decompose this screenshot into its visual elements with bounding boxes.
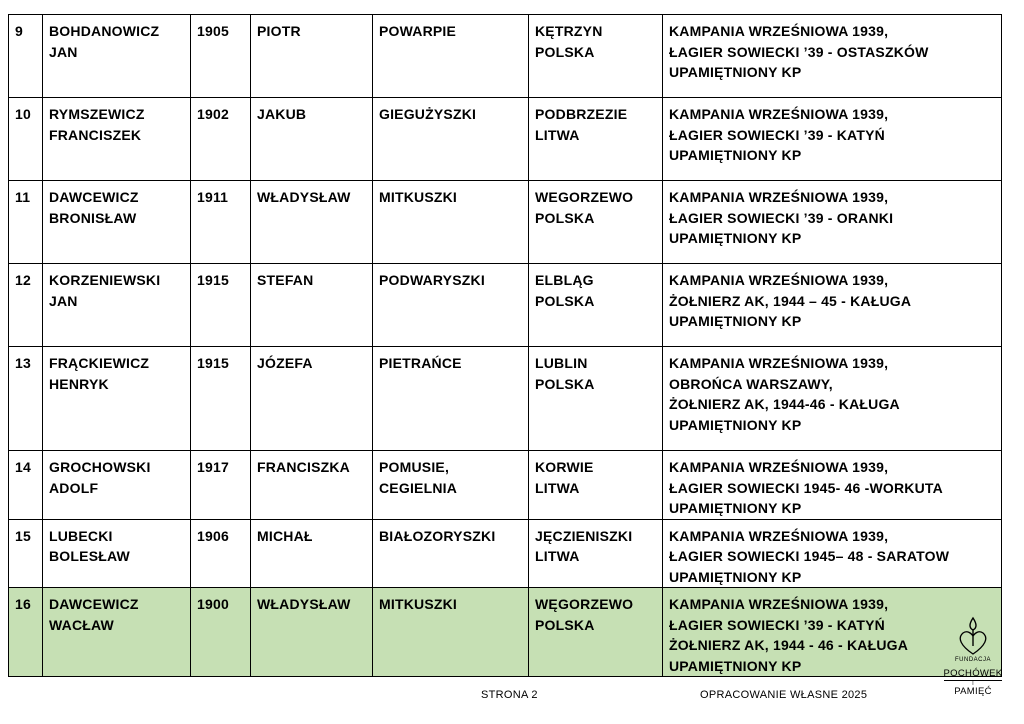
cell-note-line — [663, 264, 1002, 347]
row-number: 16 — [15, 596, 31, 612]
note-line: KAMPANIA WRZEŚNIOWA 1939, — [669, 459, 889, 475]
row-number: 14 — [15, 459, 31, 475]
cell-burial-place — [529, 519, 663, 588]
cell-surname — [43, 98, 191, 181]
first-name: FRANCISZEK — [49, 126, 142, 143]
table-row — [9, 588, 1002, 677]
burial-place: WEGORZEWO — [535, 189, 634, 205]
country: POLSKA — [535, 616, 595, 633]
cell-surname — [43, 181, 191, 264]
birth-village: PODWARYSZKI — [379, 272, 485, 288]
cell-birth-year — [191, 519, 251, 588]
burial-place: KĘTRZYN — [535, 23, 603, 39]
row-number: 9 — [15, 23, 23, 39]
cell-note-line — [663, 451, 1002, 520]
cell-father-name — [251, 264, 373, 347]
cell-birth-village — [373, 588, 529, 677]
cell-father-name — [251, 588, 373, 677]
row-number: 11 — [15, 189, 31, 205]
country: POLSKA — [535, 375, 595, 392]
cell-burial-place — [529, 347, 663, 451]
cell-row-number — [9, 347, 43, 451]
birth-year: 1917 — [197, 459, 229, 475]
cell-father-name — [251, 519, 373, 588]
first-name: HENRYK — [49, 375, 109, 392]
country: LITWA — [535, 548, 580, 564]
country: POLSKA — [535, 292, 595, 309]
row-number: 13 — [15, 355, 31, 371]
note-line: ŁAGIER SOWIECKI ’39 - ORANKI — [669, 209, 894, 226]
table-row — [9, 15, 1002, 98]
father-name: WŁADYSŁAW — [257, 596, 351, 612]
country: LITWA — [535, 126, 580, 143]
burial-place: JĘCZIENISZKI — [535, 527, 633, 544]
father-name: STEFAN — [257, 272, 314, 288]
cell-burial-place — [529, 588, 663, 677]
cell-surname — [43, 264, 191, 347]
birth-year: 1906 — [197, 527, 229, 544]
table-row — [9, 519, 1002, 588]
country: POLSKA — [535, 209, 595, 226]
note-line: ŁAGIER SOWIECKI ’39 - KATYŃ — [669, 616, 885, 633]
cell-burial-place — [529, 15, 663, 98]
cell-surname — [43, 451, 191, 520]
cell-row-number — [9, 451, 43, 520]
first-name: BOLESŁAW — [49, 548, 130, 564]
note-line: UPAMIĘTNIONY KP — [669, 230, 802, 246]
birth-village: POWARPIE — [379, 23, 457, 39]
table-row — [9, 347, 1002, 451]
surname: DAWCEWICZ — [49, 596, 139, 612]
note-line: KAMPANIA WRZEŚNIOWA 1939, — [669, 106, 889, 122]
note-line: UPAMIĘTNIONY KP — [669, 416, 802, 433]
birth-year: 1902 — [197, 106, 229, 122]
note-line: UPAMIĘTNIONY KP — [669, 313, 802, 329]
surname: FRĄCKIEWICZ — [49, 355, 150, 371]
father-name: FRANCISZKA — [257, 459, 350, 475]
cell-note-line — [663, 98, 1002, 181]
logo-line-3: I — [972, 681, 974, 687]
birth-year: 1911 — [197, 189, 229, 205]
father-name: JAKUB — [257, 106, 307, 122]
surname: BOHDANOWICZ — [49, 23, 160, 39]
birth-village: PIETRAŃCE — [379, 355, 462, 371]
birth-village: BIAŁOZORYSZKI — [379, 527, 496, 544]
cell-surname — [43, 588, 191, 677]
cell-father-name — [251, 15, 373, 98]
cell-father-name — [251, 451, 373, 520]
cell-row-number — [9, 98, 43, 181]
note-line: ŁAGIER SOWIECKI ’39 - KATYŃ — [669, 126, 885, 143]
row-number: 15 — [15, 527, 31, 544]
first-name: JAN — [49, 43, 78, 60]
birth-village-2: CEGIELNIA — [379, 479, 458, 496]
cell-burial-place — [529, 181, 663, 264]
source-note: OPRACOWANIE WŁASNE 2025 — [700, 689, 868, 701]
note-line: ŻOŁNIERZ AK, 1944 - 46 - KAŁUGA — [669, 637, 909, 653]
cell-birth-village — [373, 181, 529, 264]
birth-year: 1915 — [197, 272, 229, 288]
note-line: UPAMIĘTNIONY KP — [669, 147, 802, 163]
burial-place: WĘGORZEWO — [535, 596, 634, 612]
cell-birth-year — [191, 347, 251, 451]
birth-year: 1900 — [197, 596, 229, 612]
country: LITWA — [535, 479, 580, 496]
father-name: WŁADYSŁAW — [257, 189, 351, 205]
logo-line-1: FUNDACJA — [954, 657, 991, 663]
records-table-body — [9, 15, 1002, 677]
row-number: 10 — [15, 106, 31, 122]
note-line: KAMPANIA WRZEŚNIOWA 1939, — [669, 596, 889, 612]
note-line: UPAMIĘTNIONY KP — [669, 64, 802, 80]
note-line: ŻOŁNIERZ AK, 1944-46 - KAŁUGA — [669, 396, 900, 412]
note-line: ŁAGIER SOWIECKI 1945- 46 -WORKUTA — [669, 479, 943, 496]
first-name: ADOLF — [49, 479, 99, 496]
surname: LUBECKI — [49, 527, 113, 544]
cell-burial-place — [529, 98, 663, 181]
cell-birth-village — [373, 98, 529, 181]
foundation-logo — [938, 616, 1008, 716]
note-line: KAMPANIA WRZEŚNIOWA 1939, — [669, 355, 889, 371]
note-line: OBROŃCA WARSZAWY, — [669, 375, 833, 392]
first-name: BRONISŁAW — [49, 209, 137, 226]
cell-birth-village — [373, 15, 529, 98]
cell-row-number — [9, 519, 43, 588]
birth-year: 1915 — [197, 355, 229, 371]
father-name: JÓZEFA — [257, 355, 313, 371]
cell-birth-village — [373, 519, 529, 588]
table-row — [9, 181, 1002, 264]
cell-surname — [43, 519, 191, 588]
cell-note-line — [663, 181, 1002, 264]
burial-place: KORWIE — [535, 459, 594, 475]
note-line: UPAMIĘTNIONY KP — [669, 500, 802, 516]
birth-village: GIEGUŻYSZKI — [379, 106, 477, 122]
surname: GROCHOWSKI — [49, 459, 151, 475]
surname: RYMSZEWICZ — [49, 106, 145, 122]
table-row — [9, 264, 1002, 347]
note-line: KAMPANIA WRZEŚNIOWA 1939, — [669, 23, 889, 39]
cell-father-name — [251, 181, 373, 264]
row-number: 12 — [15, 272, 31, 288]
cell-surname — [43, 15, 191, 98]
candle-heart-icon — [951, 616, 995, 656]
birth-village: MITKUSZKI — [379, 189, 458, 205]
note-line: UPAMIĘTNIONY KP — [669, 657, 802, 674]
country: POLSKA — [535, 43, 595, 60]
logo-line-4: PAMIĘĆ — [954, 686, 992, 697]
cell-birth-year — [191, 451, 251, 520]
note-line: ŻOŁNIERZ AK, 1944 – 45 - KAŁUGA — [669, 292, 912, 309]
cell-birth-village — [373, 264, 529, 347]
table-row — [9, 451, 1002, 520]
table-row — [9, 98, 1002, 181]
cell-note-line — [663, 519, 1002, 588]
note-line: KAMPANIA WRZEŚNIOWA 1939, — [669, 272, 889, 288]
note-line: ŁAGIER SOWIECKI ’39 - OSTASZKÓW — [669, 43, 929, 60]
cell-birth-year — [191, 98, 251, 181]
father-name: PIOTR — [257, 23, 301, 39]
cell-father-name — [251, 98, 373, 181]
burial-place: LUBLIN — [535, 355, 588, 371]
surname: KORZENIEWSKI — [49, 272, 161, 288]
cell-row-number — [9, 181, 43, 264]
cell-birth-year — [191, 15, 251, 98]
records-table — [8, 14, 1002, 677]
cell-note-line — [663, 15, 1002, 98]
logo-line-2: POCHÓWEK — [943, 668, 1003, 679]
note-line: KAMPANIA WRZEŚNIOWA 1939, — [669, 189, 889, 205]
surname: DAWCEWICZ — [49, 189, 139, 205]
birth-village: POMUSIE, — [379, 459, 450, 475]
first-name: WACŁAW — [49, 616, 114, 633]
cell-birth-year — [191, 181, 251, 264]
birth-year: 1905 — [197, 23, 229, 39]
burial-place: PODBRZEZIE — [535, 106, 628, 122]
cell-note-line — [663, 347, 1002, 451]
cell-birth-village — [373, 347, 529, 451]
cell-birth-year — [191, 588, 251, 677]
cell-row-number — [9, 264, 43, 347]
burial-place: ELBLĄG — [535, 272, 594, 288]
note-line: KAMPANIA WRZEŚNIOWA 1939, — [669, 527, 889, 544]
note-line: UPAMIĘTNIONY KP — [669, 568, 802, 585]
cell-birth-year — [191, 264, 251, 347]
note-line: ŁAGIER SOWIECKI 1945– 48 - SARATOW — [669, 548, 950, 564]
page-number: STRONA 2 — [481, 689, 538, 701]
father-name: MICHAŁ — [257, 527, 313, 544]
cell-father-name — [251, 347, 373, 451]
cell-row-number — [9, 588, 43, 677]
cell-burial-place — [529, 264, 663, 347]
first-name: JAN — [49, 292, 78, 309]
cell-surname — [43, 347, 191, 451]
cell-burial-place — [529, 451, 663, 520]
cell-birth-village — [373, 451, 529, 520]
cell-row-number — [9, 15, 43, 98]
birth-village: MITKUSZKI — [379, 596, 458, 612]
